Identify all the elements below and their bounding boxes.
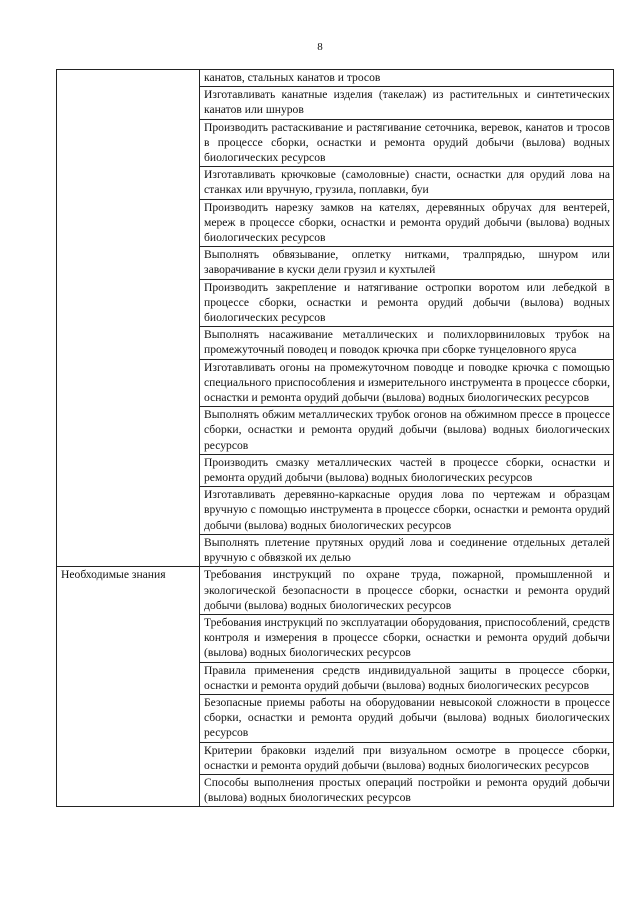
page-number: 8 <box>317 41 323 53</box>
table-cell: Выполнять плетение прутяных орудий лова и соединение отдельных деталей вручную с обвязкой их делью <box>200 534 614 566</box>
table-cell: Изготавливать крючковые (самоловные) снасти, оснастки для орудий лова на станках или вручную, грузила, поплавки, буи <box>200 167 614 199</box>
table-cell: Изготавливать огоны на промежуточном поводце и поводке крючка с помощью специального приспособления и измерительного инструмента в процессе сборки, оснастки и ремонта орудий добычи (вылова) водных биологических ресурсов <box>200 359 614 407</box>
table-cell: Производить нарезку замков на кателях, деревянных обручах для вентерей, мереж в процессе сборки, оснастки и ремонта орудий добычи (вылова) водных биологических ресурсов <box>200 199 614 247</box>
table-cell: канатов, стальных канатов и тросов <box>200 70 614 87</box>
table-cell: Изготавливать канатные изделия (такелаж) из растительных и синтетических канатов или шнуров <box>200 87 614 119</box>
section-label <box>57 70 200 567</box>
table-cell: Выполнять обвязывание, оплетку нитками, тралпрядью, шнуром или заворачивание в куски дели грузил и кухтылей <box>200 247 614 279</box>
table-cell: Способы выполнения простых операций постройки и ремонта орудий добычи (вылова) водных биологических ресурсов <box>200 774 614 806</box>
table-row <box>57 567 614 615</box>
table-cell: Требования инструкций по эксплуатации оборудования, приспособлений, средств контроля и измерения в процессе сборки, оснастки и ремонта орудий добычи (вылова) водных биологических ресурсов <box>200 614 614 662</box>
table-cell: Выполнять насаживание металлических и полихлорвиниловых трубок на промежуточный поводец и поводок крючка при сборке тунцеловного яруса <box>200 327 614 359</box>
table-row <box>57 70 614 87</box>
section-label: Необходимые знания <box>57 567 200 807</box>
table-cell: Правила применения средств индивидуальной защиты в процессе сборки, оснастки и ремонта орудий добычи (вылова) водных биологических ресурсов <box>200 662 614 694</box>
requirements-table <box>56 69 614 807</box>
table-cell: Производить смазку металлических частей в процессе сборки, оснастки и ремонта орудий добычи (вылова) водных биологических ресурсов <box>200 454 614 486</box>
table-cell: Безопасные приемы работы на оборудовании невысокой сложности в процессе сборки, оснастки и ремонта орудий добычи (вылова) водных биологических ресурсов <box>200 694 614 742</box>
table-cell: Изготавливать деревянно-каркасные орудия лова по чертежам и образцам вручную с помощью инструмента в процессе сборки, оснастки и ремонта орудий добычи (вылова) водных биологических ресурсов <box>200 487 614 535</box>
table-cell: Критерии браковки изделий при визуальном осмотре в процессе сборки, оснастки и ремонта орудий добычи (вылова) водных биологических ресурсов <box>200 742 614 774</box>
table-cell: Производить закрепление и натягивание остропки воротом или лебедкой в процессе сборки, оснастки и ремонта орудий добычи (вылова) водных биологических ресурсов <box>200 279 614 327</box>
table-cell: Выполнять обжим металлических трубок огонов на обжимном прессе в процессе сборки, оснастки и ремонта орудий добычи (вылова) водных биологических ресурсов <box>200 407 614 455</box>
table-cell: Требования инструкций по охране труда, пожарной, промышленной и экологической безопасности в процессе сборки, оснастки и ремонта орудий добычи (вылова) водных биологических ресурсов <box>200 567 614 615</box>
table-cell: Производить растаскивание и растягивание сеточника, веревок, канатов и тросов в процессе сборки, оснастки и ремонта орудий добычи (вылова) водных биологических ресурсов <box>200 119 614 167</box>
